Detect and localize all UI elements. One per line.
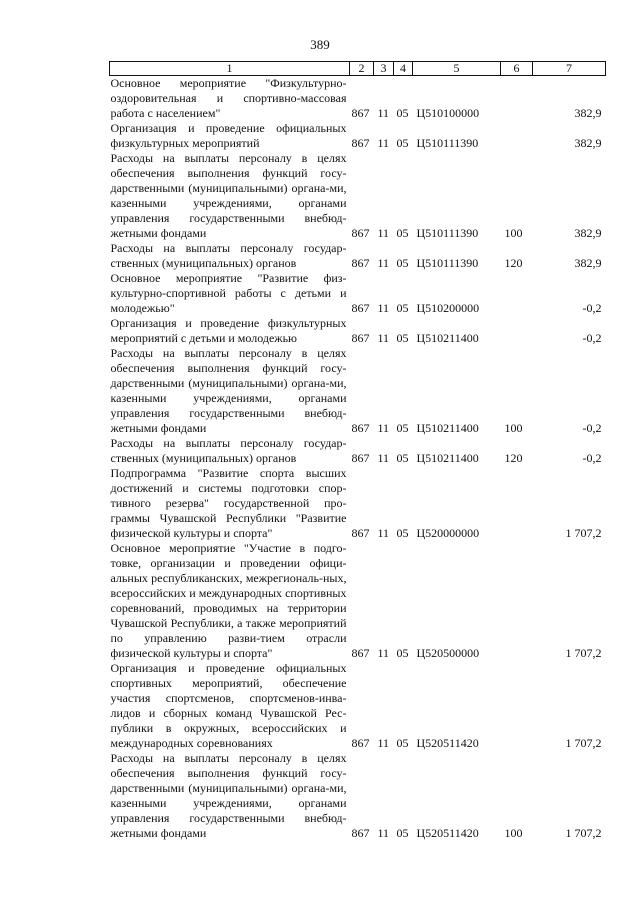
table-row [110, 541, 606, 661]
row-name: Основное мероприятие "Развитие физ-культурно-спортивной работы с детьми и молодежью" [110, 271, 347, 315]
table-row [110, 346, 606, 436]
row-section-code: 11 [377, 421, 390, 435]
row-target-code: Ц520511420 [416, 826, 479, 840]
table-row [110, 151, 606, 241]
row-ministry-code: 867 [351, 106, 370, 120]
row-target-code: Ц510211400 [416, 421, 479, 435]
row-name: Основное мероприятие "Физкультурно-оздоровительная и спортивно-массовая работа с населением" [110, 76, 347, 120]
row-section-code: 11 [377, 226, 390, 240]
row-subsection-code: 05 [396, 421, 409, 435]
table-row [110, 661, 606, 751]
row-amount: -0,2 [582, 451, 602, 465]
table-row [110, 466, 606, 541]
row-expense-type [501, 316, 533, 346]
row-amount: 1 707,2 [565, 526, 602, 540]
row-ministry-code: 867 [351, 646, 370, 660]
row-name: Организация и проведение официальных спортивных мероприятий, обеспечение участия спортсменов, спортсменов-инва-лидов и сборных команд Чувашской Рес-публики в окружных, всероссийских и международных соревнованиях [110, 661, 347, 750]
row-ministry-code: 867 [351, 736, 370, 750]
row-section-code: 11 [377, 451, 390, 465]
row-ministry-code: 867 [351, 301, 370, 315]
row-target-code: Ц520500000 [416, 646, 480, 660]
table-header-row [110, 62, 606, 76]
row-amount: 382,9 [574, 136, 602, 150]
column-header-2: 2 [350, 62, 374, 76]
row-subsection-code: 05 [396, 526, 409, 540]
row-section-code: 11 [377, 331, 390, 345]
row-target-code: Ц520511420 [416, 736, 479, 750]
column-header-1: 1 [110, 62, 350, 76]
row-amount: 382,9 [574, 106, 602, 120]
row-ministry-code: 867 [351, 421, 370, 435]
row-name: Расходы на выплаты персоналу государ-ственных (муниципальных) органов [110, 436, 347, 465]
row-expense-type [501, 466, 533, 541]
row-subsection-code: 05 [396, 451, 409, 465]
column-header-7: 7 [533, 62, 606, 76]
row-ministry-code: 867 [351, 526, 370, 540]
table-row [110, 436, 606, 466]
row-amount: 1 707,2 [565, 736, 602, 750]
row-amount: 1 707,2 [565, 826, 602, 840]
row-name: Организация и проведение физкультурных мероприятий с детьми и молодежью [110, 316, 347, 345]
row-amount: -0,2 [582, 421, 602, 435]
row-target-code: Ц510100000 [416, 106, 480, 120]
budget-table [109, 61, 606, 841]
row-amount: 382,9 [574, 226, 602, 240]
column-header-6: 6 [501, 62, 533, 76]
row-subsection-code: 05 [396, 106, 409, 120]
row-section-code: 11 [377, 646, 390, 660]
row-target-code: Ц510211400 [416, 331, 479, 345]
page-number: 389 [310, 37, 330, 52]
table-row [110, 751, 606, 841]
row-section-code: 11 [377, 526, 390, 540]
row-ministry-code: 867 [351, 826, 370, 840]
row-expense-type [501, 541, 533, 661]
column-header-4: 4 [394, 62, 413, 76]
row-expense-type: 100 [504, 826, 523, 840]
row-expense-type: 100 [504, 421, 523, 435]
row-target-code: Ц510211400 [416, 451, 479, 465]
row-target-code: Ц510111390 [416, 256, 479, 270]
row-ministry-code: 867 [351, 136, 370, 150]
row-ministry-code: 867 [351, 256, 370, 270]
row-section-code: 11 [377, 736, 390, 750]
row-subsection-code: 05 [396, 646, 409, 660]
row-name: Расходы на выплаты персоналу государ-ственных (муниципальных) органов [110, 241, 347, 270]
row-name: Организация и проведение официальных физкультурных мероприятий [110, 121, 347, 150]
row-target-code: Ц510111390 [416, 226, 479, 240]
table-row [110, 271, 606, 316]
row-subsection-code: 05 [396, 226, 409, 240]
table-row [110, 121, 606, 151]
column-header-3: 3 [374, 62, 394, 76]
row-subsection-code: 05 [396, 301, 409, 315]
row-subsection-code: 05 [396, 331, 409, 345]
row-amount: 1 707,2 [565, 646, 602, 660]
row-subsection-code: 05 [396, 826, 409, 840]
row-ministry-code: 867 [351, 331, 370, 345]
row-section-code: 11 [377, 301, 390, 315]
row-expense-type: 120 [504, 256, 523, 270]
row-section-code: 11 [377, 256, 390, 270]
row-ministry-code: 867 [351, 451, 370, 465]
row-section-code: 11 [377, 136, 390, 150]
row-name: Основное мероприятие "Участие в подго-товке, организации и проведении офици-альных республиканских, межрегиональ-ных, всероссийских и международных спортивных соревнований, проводимых на территории Чувашской Республики, а также мероприятий по управлению разви-тием отрасли физической культуры и спорта" [110, 541, 347, 660]
row-expense-type [501, 76, 533, 122]
row-ministry-code: 867 [351, 226, 370, 240]
row-name: Расходы на выплаты персоналу в целях обеспечения выполнения функций госу-дарственными (муниципальными) органа-ми, казенными учреждениями, органами управления государственными внебюд-жетными фондами [110, 151, 347, 240]
row-section-code: 11 [377, 106, 390, 120]
table-row [110, 241, 606, 271]
row-target-code: Ц510111390 [416, 136, 479, 150]
row-name: Подпрограмма "Развитие спорта высших достижений и системы подготовки спор-тивного резерва" государственной про-граммы Чувашской Республики "Развитие физической культуры и спорта" [110, 466, 347, 540]
row-amount: 382,9 [574, 256, 602, 270]
row-target-code: Ц510200000 [416, 301, 480, 315]
row-expense-type: 100 [504, 226, 523, 240]
row-expense-type [501, 661, 533, 751]
column-header-5: 5 [413, 62, 501, 76]
row-subsection-code: 05 [396, 136, 409, 150]
row-expense-type [501, 121, 533, 151]
row-name: Расходы на выплаты персоналу в целях обеспечения выполнения функций госу-дарственными (муниципальными) органа-ми, казенными учреждениями, органами управления государственными внебюд-жетными фондами [110, 751, 347, 840]
table-row [110, 76, 606, 122]
row-subsection-code: 05 [396, 256, 409, 270]
row-amount: -0,2 [582, 331, 602, 345]
row-amount: -0,2 [582, 301, 602, 315]
row-subsection-code: 05 [396, 736, 409, 750]
row-section-code: 11 [377, 826, 390, 840]
row-target-code: Ц520000000 [416, 526, 480, 540]
row-expense-type [501, 271, 533, 316]
table-row [110, 316, 606, 346]
row-expense-type: 120 [504, 451, 523, 465]
row-name: Расходы на выплаты персоналу в целях обеспечения выполнения функций госу-дарственными (муниципальными) органа-ми, казенными учреждениями, органами управления государственными внебюд-жетными фондами [110, 346, 347, 435]
